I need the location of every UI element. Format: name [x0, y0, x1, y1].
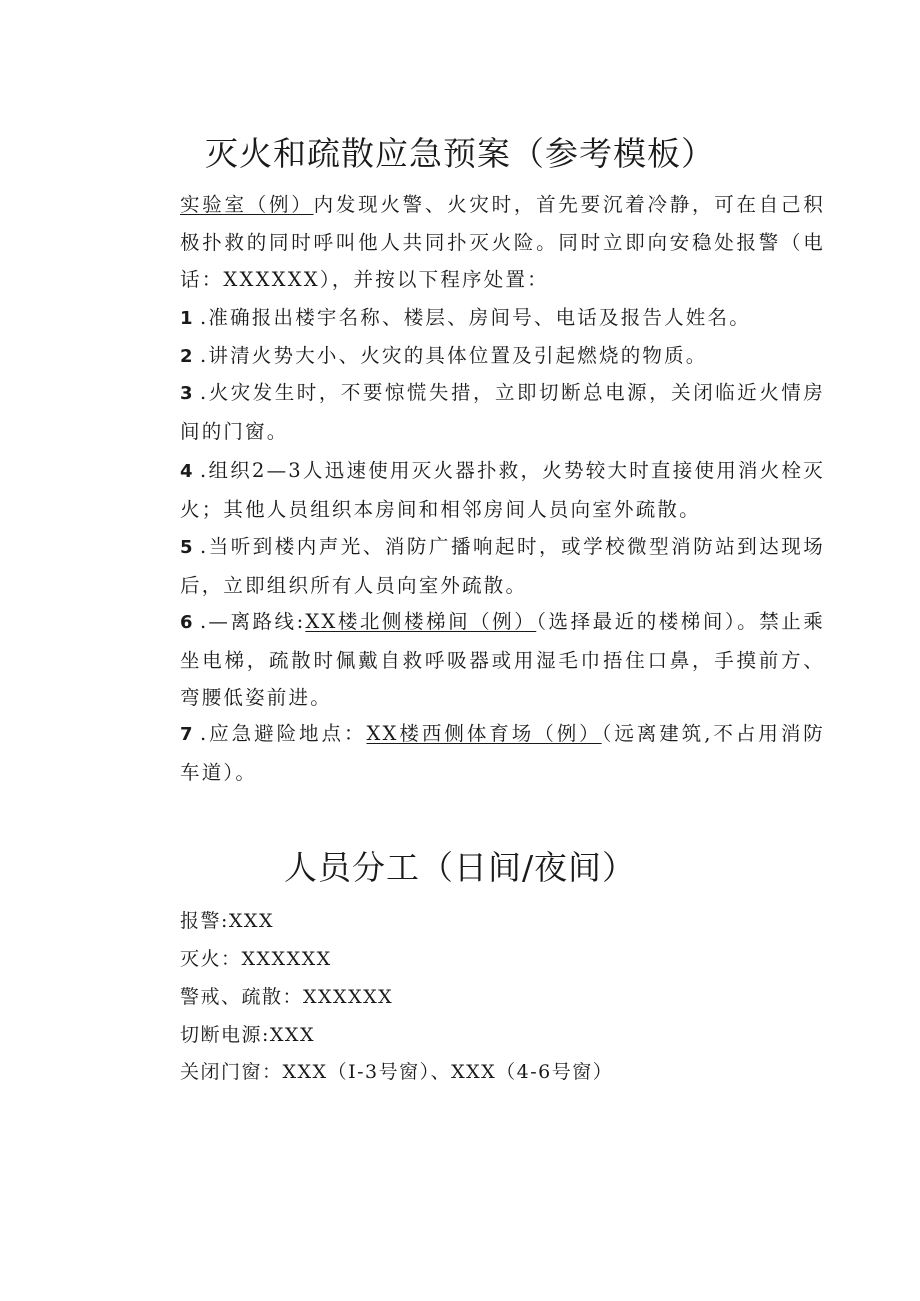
step-number: 4 — [180, 461, 195, 482]
step-text: .当听到楼内声光、消防广播响起时，或学校微型消防站到达现场后，立即组织所有人员向室外疏散。 — [180, 535, 825, 597]
staff-close-windows: 关闭门窗：XXX（I-3号窗）、XXX（4-6号窗） — [180, 1061, 614, 1083]
intro-paragraph — [140, 186, 825, 299]
step-number: 1 — [180, 308, 195, 329]
staff-alarm: 报警:XXX — [180, 910, 274, 932]
step-6 — [140, 603, 825, 717]
step-3 — [140, 374, 825, 450]
staff-guard-evacuation: 警戒、疏散：XXXXXX — [180, 986, 394, 1008]
step-number: 3 — [180, 383, 195, 404]
step-text: .讲清火势大小、火灾的具体位置及引起燃烧的物质。 — [200, 344, 708, 367]
step-number: 7 — [180, 724, 195, 745]
step-4 — [140, 452, 825, 528]
step-number: 6 — [180, 612, 195, 633]
step-prefix: .—离路线: — [200, 610, 306, 633]
step-7 — [140, 715, 825, 791]
lab-name: 实验室（例） — [180, 193, 314, 216]
assembly-point: XX楼西侧体育场（例） — [366, 722, 602, 745]
step-text: .火灾发生时，不要惊慌失措，立即切断总电源，关闭临近火情房间的门窗。 — [180, 381, 825, 443]
step-text: .准确报出楼宇名称、楼层、房间号、电话及报告人姓名。 — [200, 306, 751, 329]
evacuation-route: XX楼北侧楼梯间（例） — [305, 610, 537, 633]
staff-firefighting: 灭火：XXXXXX — [180, 948, 332, 970]
step-number: 2 — [180, 346, 195, 367]
step-number: 5 — [180, 537, 195, 558]
staff-section-title: 人员分工（日间/夜间） — [283, 848, 637, 887]
step-suffix: （远离建筑,不占用消防车道）。 — [180, 722, 825, 784]
staff-power-cutoff: 切断电源:XXX — [180, 1024, 315, 1046]
step-2 — [140, 337, 825, 376]
page-title: 灭火和疏散应急预案（参考模板） — [205, 134, 715, 173]
step-suffix: （选择最近的楼梯间）。禁止乘坐电梯，疏散时佩戴自救呼吸器或用湿毛巾捂住口鼻，手摸前方、弯腰低姿前进。 — [180, 610, 826, 709]
step-prefix: .应急避险地点： — [200, 722, 367, 745]
step-5 — [140, 528, 825, 604]
intro-text: 内发现火警、火灾时，首先要沉着冷静，可在自己积极扑救的同时呼叫他人共同扑灭火险。同时立即向安稳处报警（电话：XXXXXX），并按以下程序处置： — [180, 193, 825, 291]
step-1 — [140, 299, 825, 338]
step-text: .组织2—3人迅速使用灭火器扑救，火势较大时直接使用消火栓灭火；其他人员组织本房间和相邻房间人员向室外疏散。 — [180, 459, 825, 521]
